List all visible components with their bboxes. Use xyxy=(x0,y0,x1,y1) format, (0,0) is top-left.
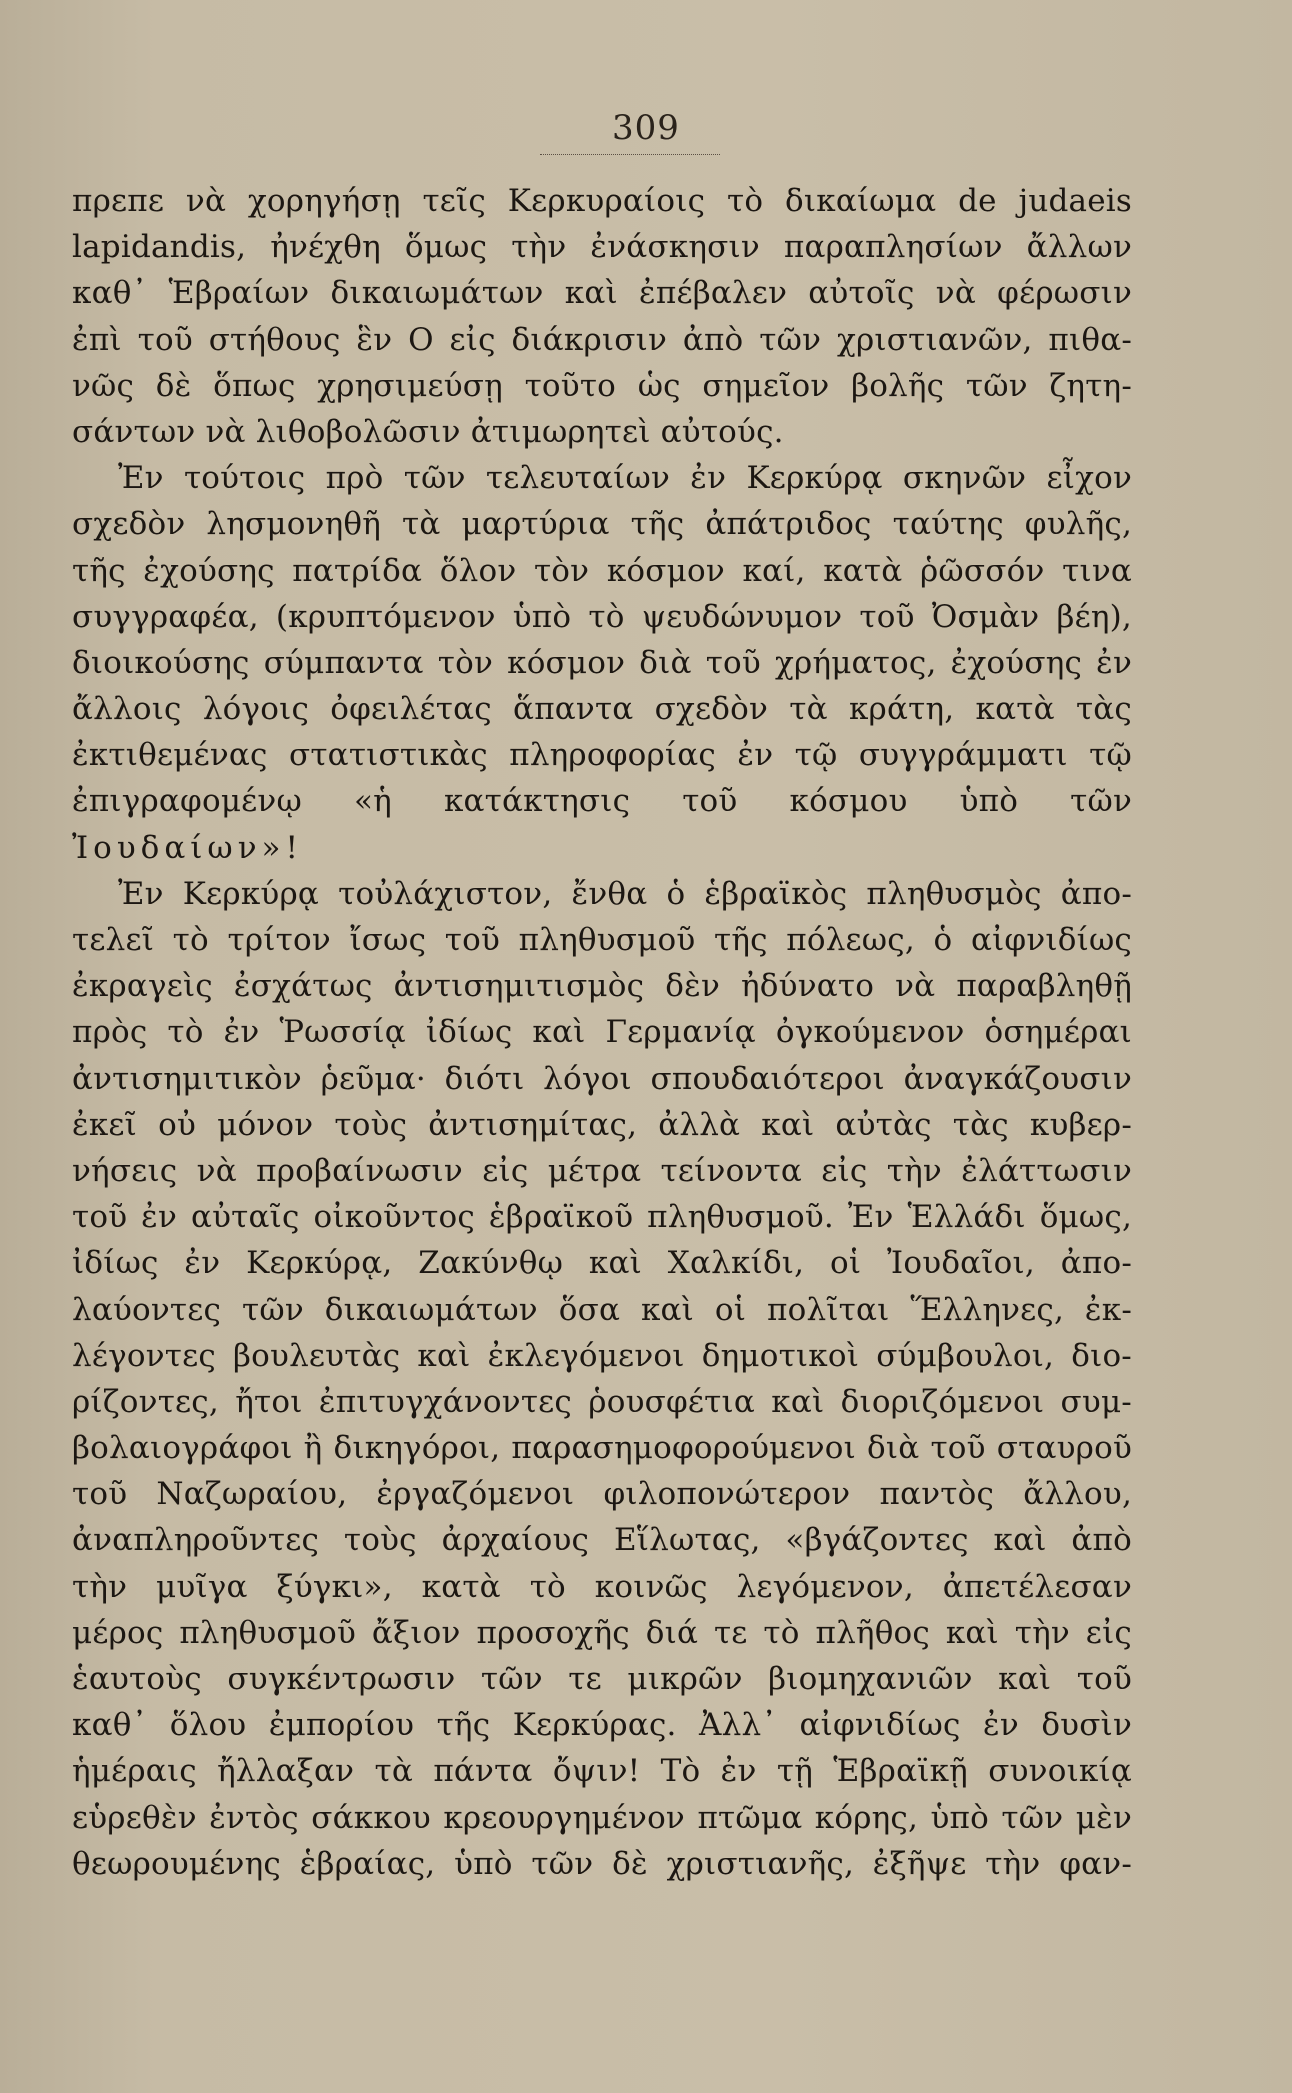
text-line: εὑρεθὲν ἐντὸς σάκκου κρεουργημένον πτῶμα κόρης, ὑπὸ τῶν μὲν xyxy=(72,1799,1132,1836)
text-line: καθ᾽ Ἑβραίων δικαιωμάτων καὶ ἐπέβαλεν αὐτοῖς νὰ φέρωσιν xyxy=(72,275,1132,312)
text-line: ἀντισημιτικὸν ῥεῦμα· διότι λόγοι σπουδαιότεροι ἀναγκάζουσιν xyxy=(72,1060,1132,1097)
page-number-rule xyxy=(540,154,720,155)
text-line: σχεδὸν λησμονηθῆ τὰ μαρτύρια τῆς ἀπάτριδος ταύτης φυλῆς, xyxy=(72,506,1132,543)
text-line: νήσεις νὰ προβαίνωσιν εἰς μέτρα τείνοντα εἰς τὴν ἐλάττωσιν xyxy=(72,1152,1132,1189)
page-number: 309 xyxy=(612,108,680,148)
text-line: ἐκτιθεμένας στατιστικὰς πληροφορίας ἐν τῷ συγγράμματι τῷ xyxy=(72,737,1132,774)
text-line: ἡμέραις ἤλλαξαν τὰ πάντα ὄψιν! Τὸ ἐν τῇ Ἑβραϊκῇ συνοικίᾳ xyxy=(72,1753,1132,1790)
text-line: διοικούσης σύμπαντα τὸν κόσμον διὰ τοῦ χρήματος, ἐχούσης ἐν xyxy=(72,644,1132,681)
text-line: ρίζοντες, ἤτοι ἐπιτυγχάνοντες ῥουσφέτια καὶ διοριζόμενοι συμ- xyxy=(72,1383,1132,1420)
text-line: Ἐν τούτοις πρὸ τῶν τελευταίων ἐν Κερκύρᾳ σκηνῶν εἶχον xyxy=(118,460,1132,497)
text-line: πρεπε νὰ χορηγήσῃ τεῖς Κερκυραίοις τὸ δικαίωμα de judaeis xyxy=(72,183,1132,219)
text-line: Ἐν Κερκύρᾳ τοὐλάχιστον, ἔνθα ὁ ἑβραϊκὸς πληθυσμὸς ἀπο- xyxy=(118,875,1132,912)
text-line: σάντων νὰ λιθοβολῶσιν ἀτιμωρητεὶ αὐτούς. xyxy=(72,413,784,450)
text-line: lapidandis, ἠνέχθη ὅμως τὴν ἐνάσκησιν παραπλησίων ἄλλων xyxy=(72,229,1132,266)
body-text xyxy=(72,178,1132,1887)
text-line: ἐπιγραφομένῳ «ἡ κατάκτησις τοῦ κόσμου ὑπὸ τῶν xyxy=(72,783,1132,820)
text-line: ἐκεῖ οὐ μόνον τοὺς ἀντισημίτας, ἀλλὰ καὶ αὐτὰς τὰς κυβερ- xyxy=(72,1106,1132,1143)
text-line: καθ᾽ ὅλου ἐμπορίου τῆς Κερκύρας. Ἀλλ᾽ αἰφνιδίως ἐν δυσὶν xyxy=(72,1707,1132,1744)
text-line: θεωρουμένης ἑβραίας, ὑπὸ τῶν δὲ χριστιανῆς, ἐξῆψε τὴν φαν- xyxy=(72,1845,1132,1882)
text-line: ἐκραγεὶς ἐσχάτως ἀντισημιτισμὸς δὲν ἠδύνατο νὰ παραβληθῇ xyxy=(72,968,1132,1005)
text-line: ἰδίως ἐν Κερκύρᾳ, Ζακύνθῳ καὶ Χαλκίδι, οἱ Ἰουδαῖοι, ἀπο- xyxy=(72,1245,1132,1282)
text-line: τοῦ Ναζωραίου, ἐργαζόμενοι φιλοπονώτερον παντὸς ἄλλου, xyxy=(72,1476,1132,1513)
text-line: λαύοντες τῶν δικαιωμάτων ὅσα καὶ οἱ πολῖται Ἕλληνες, ἐκ- xyxy=(72,1291,1132,1328)
text-line: βολαιογράφοι ἢ δικηγόροι, παρασημοφορούμενοι διὰ τοῦ σταυροῦ xyxy=(72,1430,1132,1467)
text-line: τῆς ἐχούσης πατρίδα ὅλον τὸν κόσμον καί, κατὰ ῥῶσσόν τινα xyxy=(72,552,1132,589)
text-line: ἄλλοις λόγοις ὀφειλέτας ἅπαντα σχεδὸν τὰ κράτη, κατὰ τὰς xyxy=(72,691,1132,728)
text-line: ἀναπληροῦντες τοὺς ἀρχαίους Εἵλωτας, «βγάζοντες καὶ ἀπὸ xyxy=(72,1522,1132,1559)
text-line: τὴν μυῖγα ξύγκι», κατὰ τὸ κοινῶς λεγόμενον, ἀπετέλεσαν xyxy=(72,1568,1132,1605)
text-line: λέγοντες βουλευτὰς καὶ ἐκλεγόμενοι δημοτικοὶ σύμβουλοι, διο- xyxy=(72,1337,1132,1374)
text-line: τελεῖ τὸ τρίτον ἴσως τοῦ πληθυσμοῦ τῆς πόλεως, ὁ αἰφνιδίως xyxy=(72,922,1132,958)
text-line: τοῦ ἐν αὐταῖς οἰκοῦντος ἑβραϊκοῦ πληθυσμοῦ. Ἐν Ἑλλάδι ὅμως, xyxy=(72,1199,1132,1236)
text-line: ἑαυτοὺς συγκέντρωσιν τῶν τε μικρῶν βιομηχανιῶν καὶ τοῦ xyxy=(72,1661,1132,1697)
text-line: συγγραφέα, (κρυπτόμενον ὑπὸ τὸ ψευδώνυμον τοῦ Ὀσμὰν βέη), xyxy=(72,598,1132,635)
text-line: Ἰουδαίων»! xyxy=(72,829,303,866)
text-line: πρὸς τὸ ἐν Ῥωσσίᾳ ἰδίως καὶ Γερμανίᾳ ὀγκούμενον ὁσημέραι xyxy=(72,1014,1132,1051)
text-line: μέρος πληθυσμοῦ ἄξιον προσοχῆς διά τε τὸ πλῆθος καὶ τὴν εἰς xyxy=(72,1614,1132,1651)
text-line: ἐπὶ τοῦ στήθους ἓν O εἰς διάκρισιν ἀπὸ τῶν χριστιανῶν, πιθα- xyxy=(72,321,1132,358)
text-line: νῶς δὲ ὅπως χρησιμεύσῃ τοῦτο ὡς σημεῖον βολῆς τῶν ζητη- xyxy=(72,367,1132,404)
